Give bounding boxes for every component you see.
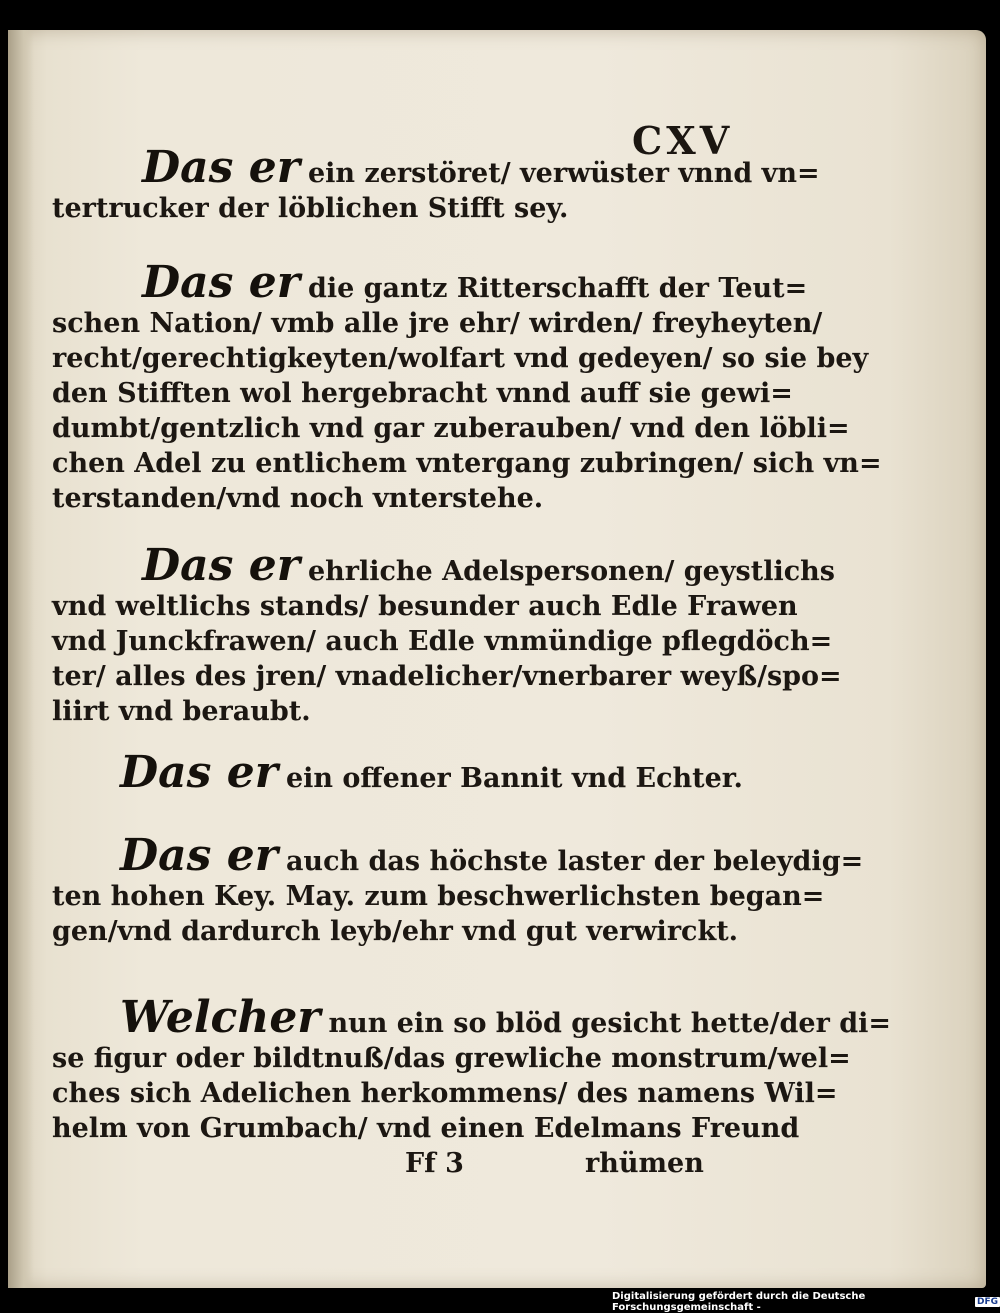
- paragraph-4: [52, 747, 743, 798]
- paragraph-3: [52, 540, 842, 729]
- text-line: ten hohen Key. May. zum beschwerlichsten began=: [52, 881, 825, 912]
- text-line: gen/vnd dardurch leyb/ehr vnd gut verwirckt.: [52, 916, 739, 947]
- text-line: auch das höchste laster der beleydig=: [285, 846, 864, 877]
- text-line: tertrucker der löblichen Stifft sey.: [52, 193, 569, 224]
- text-line: terstanden/vnd noch vnterstehe.: [52, 483, 544, 514]
- paragraph-6: [52, 992, 891, 1146]
- paragraph-lead: Das er: [142, 540, 300, 591]
- text-line: ein zerstöret/ verwüster vnnd vn=: [307, 158, 820, 189]
- text-line: se figur oder bildtnuß/das grewliche monstrum/wel=: [52, 1043, 851, 1074]
- digitization-credit: [612, 1291, 1000, 1313]
- paragraph-lead: Das er: [142, 257, 300, 308]
- text-line: vnd weltlichs stands/ besunder auch Edle Frawen: [52, 591, 798, 622]
- text-line: liirt vnd beraubt.: [52, 696, 311, 727]
- signature-mark: Ff 3: [405, 1148, 464, 1179]
- catchword: rhümen: [585, 1148, 704, 1179]
- text-line: dumbt/gentzlich vnd gar zuberauben/ vnd den löbli=: [52, 413, 850, 444]
- text-line: die gantz Ritterschafft der Teut=: [307, 273, 808, 304]
- paragraph-1: [52, 142, 820, 226]
- folio-number: CXV: [632, 118, 734, 163]
- paragraph-lead: Welcher: [120, 992, 321, 1043]
- text-line: ter/ alles des jren/ vnadelicher/vnerbarer weyß/spo=: [52, 661, 842, 692]
- text-line: ein offener Bannit vnd Echter.: [285, 763, 743, 794]
- credit-text: Digitalisierung gefördert durch die Deutsche Forschungsgemeinschaft -: [612, 1291, 866, 1313]
- text-line: chen Adel zu entlichem vntergang zubringen/ sich vn=: [52, 448, 882, 479]
- text-line: ehrliche Adelspersonen/ geystlichs: [307, 556, 835, 587]
- page-gutter: [8, 30, 34, 1288]
- text-line: vnd Junckfrawen/ auch Edle vnmündige pflegdöch=: [52, 626, 833, 657]
- paragraph-5: [52, 830, 864, 949]
- paragraph-2: [52, 257, 882, 516]
- paragraph-lead: Das er: [142, 142, 300, 193]
- text-line: ches sich Adelichen herkommens/ des namens Wil=: [52, 1078, 838, 1109]
- text-line: schen Nation/ vmb alle jre ehr/ wirden/ freyheyten/: [52, 308, 823, 339]
- text-line: helm von Grumbach/ vnd einen Edelmans Freund: [52, 1113, 800, 1144]
- dfg-logo: DFG: [976, 1297, 998, 1307]
- text-line: recht/gerechtigkeyten/wolfart vnd gedeyen/ so sie bey: [52, 343, 869, 374]
- text-line: nun ein so blöd gesicht hette/der di=: [328, 1008, 891, 1039]
- text-line: den Stifften wol hergebracht vnnd auff sie gewi=: [52, 378, 793, 409]
- paragraph-lead: Das er: [120, 747, 278, 798]
- paragraph-lead: Das er: [120, 830, 278, 881]
